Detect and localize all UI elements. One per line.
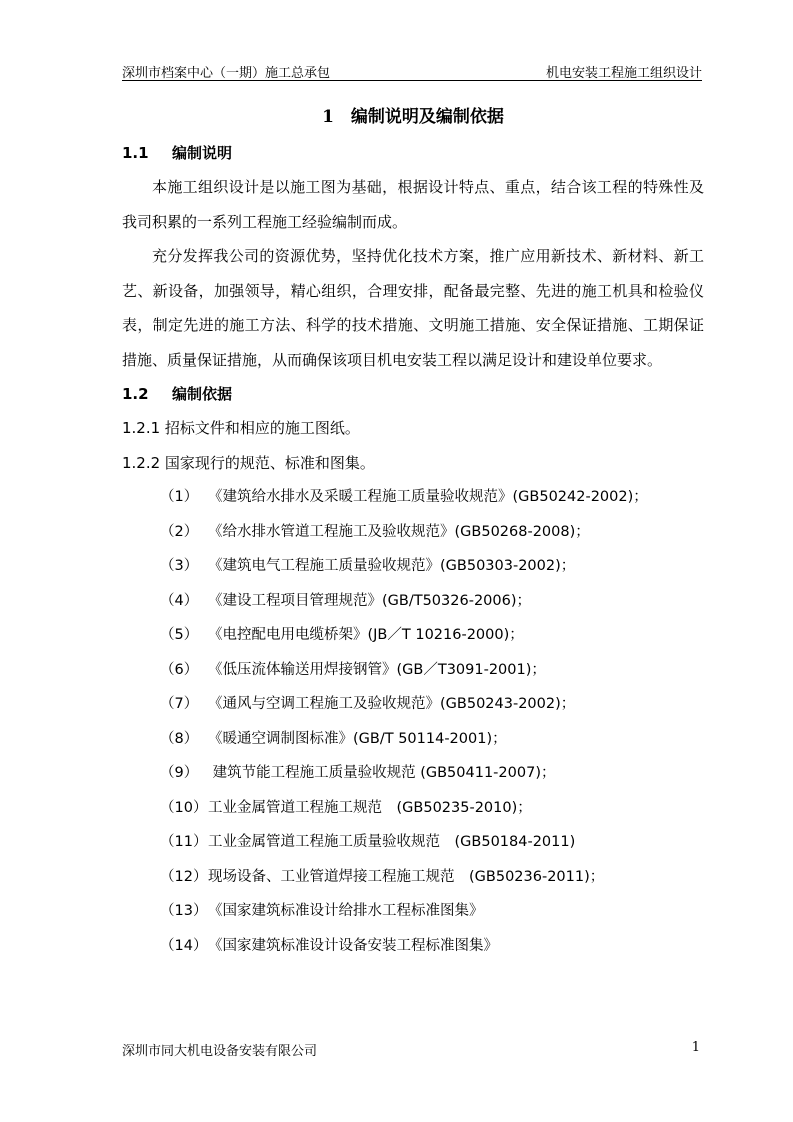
subsection-item: 1.2.2 国家现行的规范、标准和图集。 (122, 453, 375, 472)
reference-item (122, 722, 704, 757)
reference-item (122, 791, 704, 826)
reference-number: （2） (160, 523, 199, 540)
section-title-text: 编制说明 (172, 144, 233, 162)
reference-text: 《建设工程项目管理规范》(GB/T50326-2006)； (208, 592, 531, 609)
page-footer (122, 1040, 702, 1060)
reference-number: （3） (160, 558, 199, 574)
reference-number: （13） (160, 903, 208, 919)
subsection-item: 1.2.1 招标文件和相应的施工图纸。 (122, 419, 360, 437)
reference-text: 《暖通空调制图标准》(GB/T 50114-2001)； (208, 730, 507, 747)
section-title-text: 编制依据 (172, 385, 233, 403)
section-heading-1-1 (122, 136, 704, 170)
reference-text: 建筑节能工程施工质量验收规范 (GB50411-2007)； (208, 765, 556, 781)
reference-item (122, 929, 704, 964)
reference-item (122, 825, 704, 860)
reference-item (122, 756, 704, 791)
reference-item (122, 860, 704, 895)
page-number: 1 (691, 1040, 700, 1055)
reference-text: 《给水排水管道工程施工及验收规范》(GB50268-2008)； (208, 523, 590, 540)
reference-number: （1） (160, 489, 199, 505)
reference-item (122, 894, 704, 929)
reference-text: 现场设备、工业管道焊接工程施工规范 (GB50236-2011)； (208, 868, 605, 885)
reference-text: 工业金属管道工程施工质量验收规范 (GB50184-2011) (208, 834, 576, 850)
header-project-name: 深圳市档案中心（一期）施工总承包 (122, 66, 331, 81)
reference-number: （9） (160, 765, 199, 781)
reference-number: （7） (160, 696, 199, 712)
reference-text: 工业金属管道工程施工规范 (GB50235-2010)； (208, 799, 532, 816)
reference-item (122, 584, 704, 619)
header-document-title: 机电安装工程施工组织设计 (545, 66, 702, 81)
reference-text: 《低压流体输送用焊接钢管》(GB／T3091-2001)； (208, 661, 546, 678)
reference-item (122, 549, 704, 584)
reference-text: 《国家建筑标准设计设备安装工程标准图集》 (208, 937, 498, 954)
footer-company-name: 深圳市同大机电设备安装有限公司 (122, 1044, 318, 1059)
paragraph: 充分发挥我公司的资源优势，坚持优化技术方案，推广应用新技术、新材料、新工艺、新设备，加强领导，精心组织，合理安排，配备最完整、先进的施工机具和检验仪表，制定先进的施工方法、科学的技术措施、文明施工措施、安全保证措施、工期保证措施、质量保证措施，从而确保该项目机电安装工程以满足设计和建设单位要求。 (122, 247, 704, 369)
section-number: 1.2 (122, 385, 149, 403)
section-heading-1-2 (122, 377, 704, 411)
reference-number: （10） (160, 799, 208, 816)
reference-list (122, 480, 704, 963)
page-header (122, 60, 702, 81)
reference-text: 《电控配电用电缆桥架》(JB／T 10216-2000)； (208, 627, 524, 643)
reference-number: （4） (160, 592, 199, 609)
reference-number: （5） (160, 627, 199, 643)
paragraph: 本施工组织设计是以施工图为基础，根据设计特点、重点，结合该工程的特殊性及我司积累的一系列工程施工经验编制而成。 (122, 178, 704, 231)
reference-number: （6） (160, 661, 199, 678)
section-number: 1.1 (122, 144, 149, 162)
reference-text: 《通风与空调工程施工及验收规范》(GB50243-2002)； (208, 696, 576, 712)
reference-number: （11） (160, 834, 208, 850)
reference-item (122, 480, 704, 515)
reference-number: （8） (160, 730, 199, 747)
reference-item (122, 653, 704, 688)
chapter-title: 1 编制说明及编制依据 (322, 107, 504, 127)
reference-item (122, 515, 704, 550)
reference-number: （14） (160, 937, 208, 954)
document-body (122, 102, 704, 963)
reference-number: （12） (160, 868, 208, 885)
reference-text: 《建筑给水排水及采暖工程施工质量验收规范》(GB50242-2002)； (208, 489, 648, 505)
reference-item (122, 618, 704, 653)
reference-item (122, 687, 704, 722)
reference-text: 《建筑电气工程施工质量验收规范》(GB50303-2002)； (208, 558, 576, 574)
reference-text: 《国家建筑标准设计给排水工程标准图集》 (208, 903, 484, 919)
